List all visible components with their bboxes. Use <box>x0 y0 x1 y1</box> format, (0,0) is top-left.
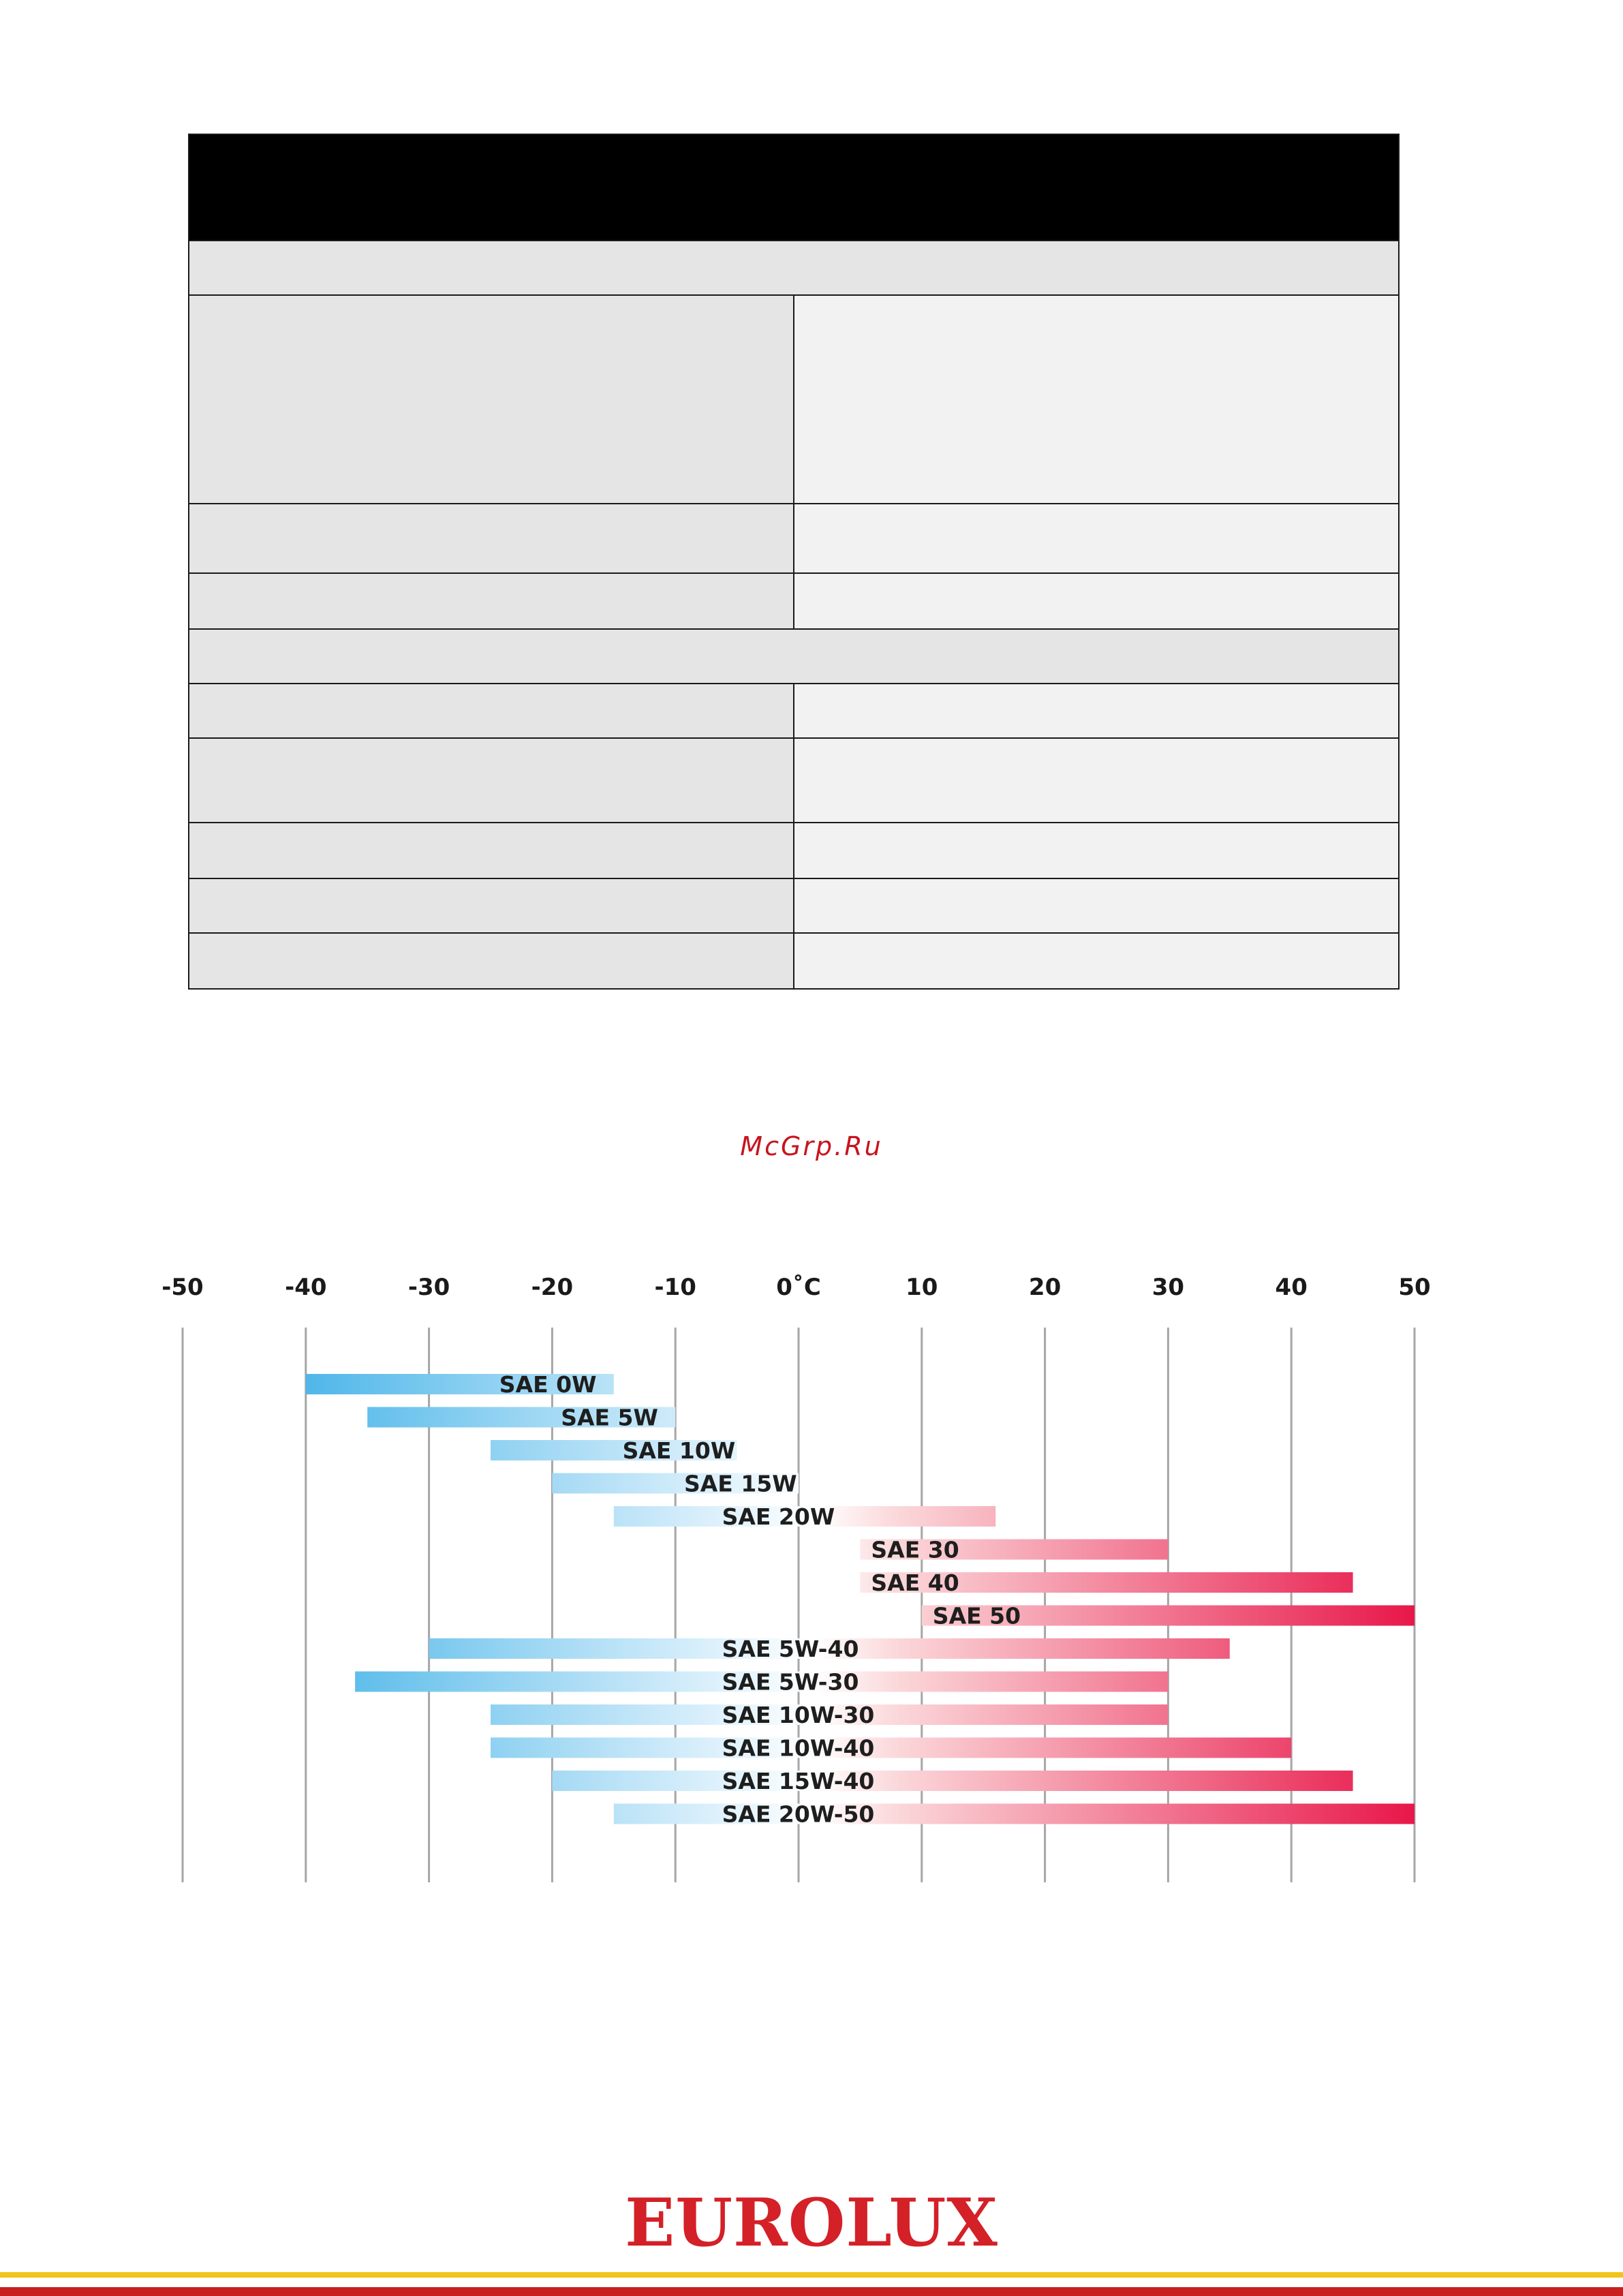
bar-label: SAE 10W-30 <box>722 1702 875 1728</box>
bar-label: SAE 5W-40 <box>722 1636 859 1662</box>
table-cell-value <box>794 933 1399 989</box>
bar-label: SAE 15W <box>684 1470 797 1497</box>
table-header-row <box>189 134 1399 241</box>
table-row <box>189 738 1399 823</box>
eurolux-logo: EUROLUX <box>625 2184 998 2261</box>
table-cell-value <box>794 573 1399 629</box>
table-row <box>189 878 1399 933</box>
table-cell-label <box>189 738 794 823</box>
table-cell-value <box>794 738 1399 823</box>
bar-sae-10w-40 <box>491 1738 1291 1758</box>
table-cell-value <box>794 878 1399 933</box>
bar-label: SAE 20W <box>722 1503 835 1530</box>
x-tick-label: -20 <box>531 1274 574 1301</box>
table-cell-label <box>189 684 794 738</box>
table-row <box>189 504 1399 573</box>
table-section-cell <box>189 241 1399 295</box>
bar-label: SAE 5W-30 <box>722 1668 859 1696</box>
table-row <box>189 933 1399 989</box>
x-tick-label: 20 <box>1028 1274 1062 1301</box>
x-tick-label: -10 <box>654 1274 696 1301</box>
bar-label: SAE 15W-40 <box>722 1768 875 1794</box>
x-tick-label: -40 <box>285 1274 327 1301</box>
bar-label: SAE 10W-40 <box>722 1734 875 1762</box>
x-tick-label: 10 <box>906 1274 938 1301</box>
bar-label: SAE 10W <box>622 1437 736 1464</box>
bar-label: SAE 50 <box>932 1602 1021 1629</box>
footer-stripe-yellow <box>0 2272 1623 2278</box>
footer-stripe-red <box>0 2287 1623 2296</box>
table-row <box>189 629 1399 684</box>
table-cell-value <box>794 823 1399 878</box>
bar-label: SAE 40 <box>871 1570 959 1596</box>
chart-bar-labels <box>499 1371 1021 1828</box>
table-row <box>189 295 1399 504</box>
x-tick-label: 40 <box>1275 1274 1308 1301</box>
watermark-text: McGrp.Ru <box>740 1131 883 1161</box>
table-row <box>189 241 1399 295</box>
bar-label: SAE 20W-50 <box>722 1801 875 1828</box>
table-row <box>189 684 1399 738</box>
sae-viscosity-chart <box>0 1254 1623 1895</box>
table-row <box>189 823 1399 878</box>
x-tick-label: -50 <box>161 1274 204 1301</box>
spec-table <box>188 134 1400 990</box>
table-cell-label <box>189 295 794 504</box>
table-section-cell <box>189 629 1399 684</box>
bar-sae-15w-40 <box>552 1771 1352 1791</box>
chart-tick-labels <box>161 1274 1430 1301</box>
x-tick-label: 30 <box>1151 1274 1185 1301</box>
table-cell-value <box>794 504 1399 573</box>
x-tick-label: 0˚C <box>776 1274 821 1301</box>
table-header <box>189 134 1399 241</box>
table-cell-value <box>794 295 1399 504</box>
bar-label: SAE 0W <box>499 1371 597 1398</box>
table-cell-label <box>189 573 794 629</box>
table-cell-value <box>794 684 1399 738</box>
table-cell-label <box>189 933 794 989</box>
table-cell-label <box>189 878 794 933</box>
bar-label: SAE 5W <box>561 1404 658 1431</box>
table-row <box>189 573 1399 629</box>
table-cell-label <box>189 823 794 878</box>
x-tick-label: -30 <box>407 1274 450 1301</box>
table-cell-label <box>189 504 794 573</box>
x-tick-label: 50 <box>1398 1274 1431 1301</box>
bar-label: SAE 30 <box>871 1536 959 1563</box>
